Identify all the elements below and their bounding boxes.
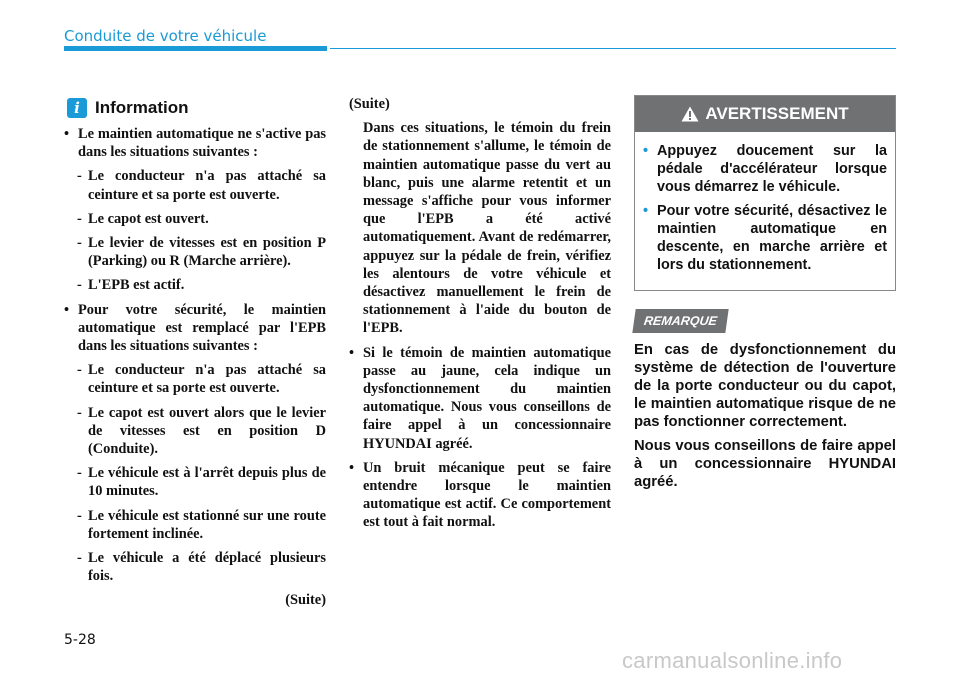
suite-label-end: (Suite) [285, 592, 326, 609]
warning-triangle-icon [681, 106, 699, 122]
list-item: - Le capot est ouvert. [77, 210, 209, 227]
info-title: Information [95, 97, 189, 117]
column-2 [349, 95, 611, 538]
header-rule [330, 48, 896, 49]
warning-body [635, 132, 895, 290]
warning-box [634, 95, 896, 291]
list-item: - Le conducteur n'a pas attaché sa ceinture et sa porte est ouverte. [77, 362, 326, 397]
remarque-paragraph-1: En cas de dysfonctionnement du système de détection de l'ouverture de la porte conducteur ou du capot, le maintien automatique risque de ne pas fonctionner correctement. [634, 342, 896, 431]
list-item: - Le véhicule est stationné sur une route fortement inclinée. [77, 507, 326, 542]
list-item: - Le véhicule est à l'arrêt depuis plus de 10 minutes. [77, 465, 326, 500]
info-bullet-2-text: Pour votre sécurité, le maintien automatique est remplacé par l'EPB dans les situations suivantes : [78, 301, 326, 355]
watermark: carmanualsonline.info [622, 648, 843, 673]
info-bullet-3: • Si le témoin de maintien automatique passe au jaune, cela indique un dysfonctionnement du maintien automatique. Nous vous conseillons de faire appel à un concessionnaire HYUNDAI agréé. [349, 344, 611, 453]
info-icon: i [67, 98, 87, 118]
list-item: - Le capot est ouvert alors que le levier de vitesses est en position D (Conduite). [77, 404, 326, 458]
list-item: - Le conducteur n'a pas attaché sa ceinture et sa porte est ouverte. [77, 168, 326, 203]
column-3 [634, 95, 896, 497]
info-bullet-4: • Un bruit mécanique peut se faire entendre lorsque le maintien automatique est actif. Ce comportement est tout à fait normal. [349, 459, 611, 532]
page-number: 5-28 [64, 632, 96, 648]
list-item: - Le véhicule a été déplacé plusieurs fois. [77, 550, 326, 585]
remarque-label: REMARQUE [632, 309, 728, 333]
section-title: Conduite de votre véhicule [64, 27, 267, 45]
column-1 [64, 95, 326, 610]
info-bullet-1 [64, 125, 326, 295]
warning-title: AVERTISSEMENT [705, 103, 849, 123]
info-bullet-2 [64, 301, 326, 586]
info-bullet-1-text: Le maintien automatique ne s'active pas dans les situations suivantes : [78, 126, 326, 161]
info-continuation: Dans ces situations, le témoin du frein de stationnement s'allume, le témoin de maintien automatique passe du vert au blanc, puis une alarme retentit et un message s'affiche pour vous informer que l'EPB a été activé automatiquement. Avant de redémarrer, appuyez sur la pédale de frein, vérifiez les alentours de votre véhicule et désactivez manuellement le frein de stationnement à l'aide du bouton de l'EPB. [363, 120, 611, 337]
suite-label-start: (Suite) [349, 96, 390, 112]
warning-item: • Appuyez doucement sur la pédale d'accélérateur lorsque vous démarrez le véhicule. [643, 142, 887, 196]
header-bar [64, 46, 327, 51]
warning-item: • Pour votre sécurité, désactivez le maintien automatique en descente, en marche arrière et lors du stationnement. [643, 202, 887, 274]
list-item: - L'EPB est actif. [77, 277, 185, 294]
info-heading [64, 95, 326, 121]
warning-header [635, 96, 895, 132]
list-item: - Le levier de vitesses est en position P (Parking) ou R (Marche arrière). [77, 235, 326, 270]
remarque-paragraph-2: Nous vous conseillons de faire appel à un concessionnaire HYUNDAI agréé. [634, 438, 896, 491]
